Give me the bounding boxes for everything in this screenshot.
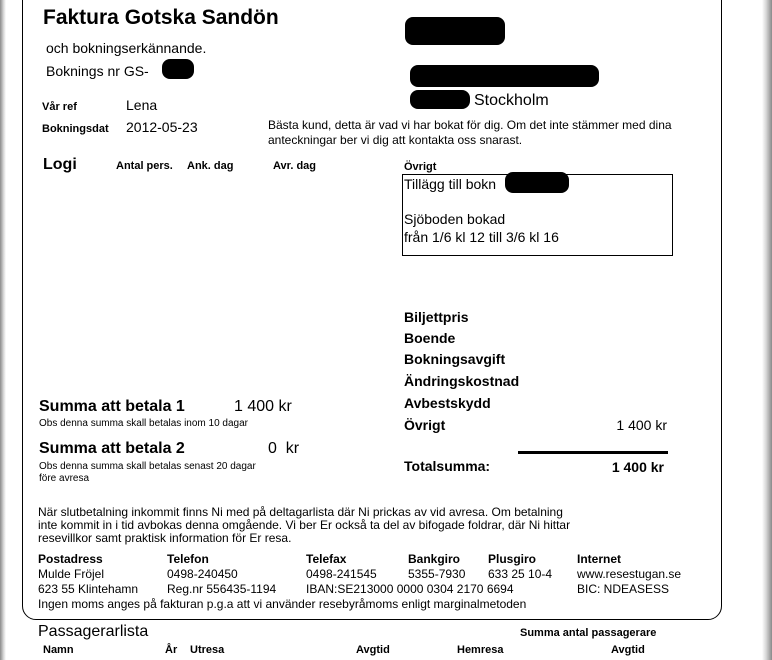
greeting-line-2: anteckningar ber vi dig att kontakta oss snarast. — [268, 133, 523, 147]
invoice-title: Faktura Gotska Sandön — [43, 6, 279, 29]
footer-internet-value: www.resestugan.se — [577, 567, 682, 581]
cost-booking-fee: Bokningsavgift — [404, 351, 506, 367]
cost-cancellation: Avbestskydd — [404, 395, 491, 411]
summa2-label: Summa att betala 2 — [39, 440, 185, 457]
summa2-value: 0 kr — [268, 440, 300, 457]
booking-number-label: Boknings nr GS- — [46, 63, 149, 79]
other-line-2: Sjöboden bokad — [404, 211, 506, 227]
passenger-total-label: Summa antal passagerare — [520, 627, 657, 639]
address-city: Stockholm — [474, 92, 549, 109]
logi-col-other: Övrigt — [404, 161, 437, 173]
total-label: Totalsumma: — [404, 458, 491, 474]
page-edge-left — [0, 0, 6, 660]
footer-telefon-label: Telefon — [167, 552, 209, 566]
var-ref-value: Lena — [126, 97, 158, 113]
greeting-line-1: Bästa kund, detta är vad vi har bokat för dig. Om det inte stämmer med dina — [268, 118, 672, 132]
passenger-list-title: Passagerarlista — [38, 623, 149, 640]
footer-plusgiro-value: 633 25 10-4 — [488, 567, 553, 581]
redacted-street — [410, 65, 599, 87]
summa2-note-1: Obs denna summa skall betalas senast 20 dagar — [39, 461, 256, 472]
logi-col-arrival: Ank. dag — [187, 160, 234, 172]
footer-telefon-value: 0498-240450 — [167, 567, 238, 581]
passenger-col-fee-return: Avgtid — [611, 644, 645, 656]
passenger-col-fee-outbound: Avgtid — [356, 644, 390, 656]
passenger-col-name: Namn — [43, 644, 74, 656]
footer-telefax-value: 0498-241545 — [306, 567, 377, 581]
footer-vat-note: Ingen moms anges på fakturan p.g.a att vi använder resebyråmoms enligt marginalmetoden — [38, 597, 527, 611]
footer-telefax-label: Telefax — [306, 552, 347, 566]
page-edge-right — [762, 0, 772, 660]
passenger-col-year: År — [165, 644, 178, 656]
footer-internet-label: Internet — [577, 552, 622, 566]
cost-ticket: Biljettpris — [404, 309, 469, 325]
cost-other-value: 1 400 kr — [616, 417, 667, 433]
cost-change: Ändringskostnad — [404, 373, 520, 389]
other-line-3: från 1/6 kl 12 till 3/6 kl 16 — [404, 229, 559, 245]
booking-date-value: 2012-05-23 — [126, 119, 198, 135]
passenger-col-outbound: Utresa — [190, 644, 225, 656]
footer-regnr: Reg.nr 556435-1194 — [167, 582, 277, 596]
logi-heading: Logi — [43, 156, 77, 173]
footer-bic: BIC: NDEASESS — [577, 582, 670, 596]
booking-date-label: Bokningsdat — [42, 123, 109, 135]
other-line-1: Tillägg till bokn — [404, 176, 497, 192]
redacted-booking-ref — [505, 172, 569, 193]
footer-iban: IBAN:SE213000 0000 0304 2170 6694 — [306, 582, 514, 596]
footer-postadress-2: 623 55 Klintehamn — [38, 582, 139, 596]
footer-bankgiro-label: Bankgiro — [408, 552, 461, 566]
logi-col-departure: Avr. dag — [273, 160, 316, 172]
summa1-note: Obs denna summa skall betalas inom 10 dagar — [39, 418, 249, 429]
payment-info-line-1: När slutbetalning inkommit finns Ni med på deltagarlista där Ni prickas av vid avresa. Om betalning — [38, 505, 563, 519]
invoice-subtitle: och bokningserkännande. — [46, 40, 207, 56]
summa1-value: 1 400 kr — [234, 398, 292, 415]
summa2-note-2: före avresa — [39, 473, 90, 484]
var-ref-label: Vår ref — [42, 101, 77, 113]
footer-postadress-label: Postadress — [38, 552, 103, 566]
summa1-label: Summa att betala 1 — [39, 398, 185, 415]
cost-accommodation: Boende — [404, 330, 456, 346]
redacted-postcode — [410, 90, 470, 109]
redacted-name — [405, 17, 505, 45]
redacted-booking-number — [162, 59, 194, 79]
passenger-col-return: Hemresa — [457, 644, 504, 656]
payment-info-line-3: resevillkor samt praktisk information för Er resa. — [38, 531, 292, 545]
footer-plusgiro-label: Plusgiro — [488, 552, 537, 566]
total-rule — [518, 451, 668, 454]
total-value: 1 400 kr — [611, 459, 664, 475]
footer-bankgiro-value: 5355-7930 — [408, 567, 466, 581]
payment-info-line-2: inte kommit in i tid avbokas denna omgående. Vi ber Er också ta del av bifogade foldrar, där Ni hittar — [38, 518, 571, 532]
logi-col-persons: Antal pers. — [116, 160, 173, 172]
footer-postadress-1: Mulde Fröjel — [38, 567, 105, 581]
cost-other: Övrigt — [404, 417, 446, 433]
